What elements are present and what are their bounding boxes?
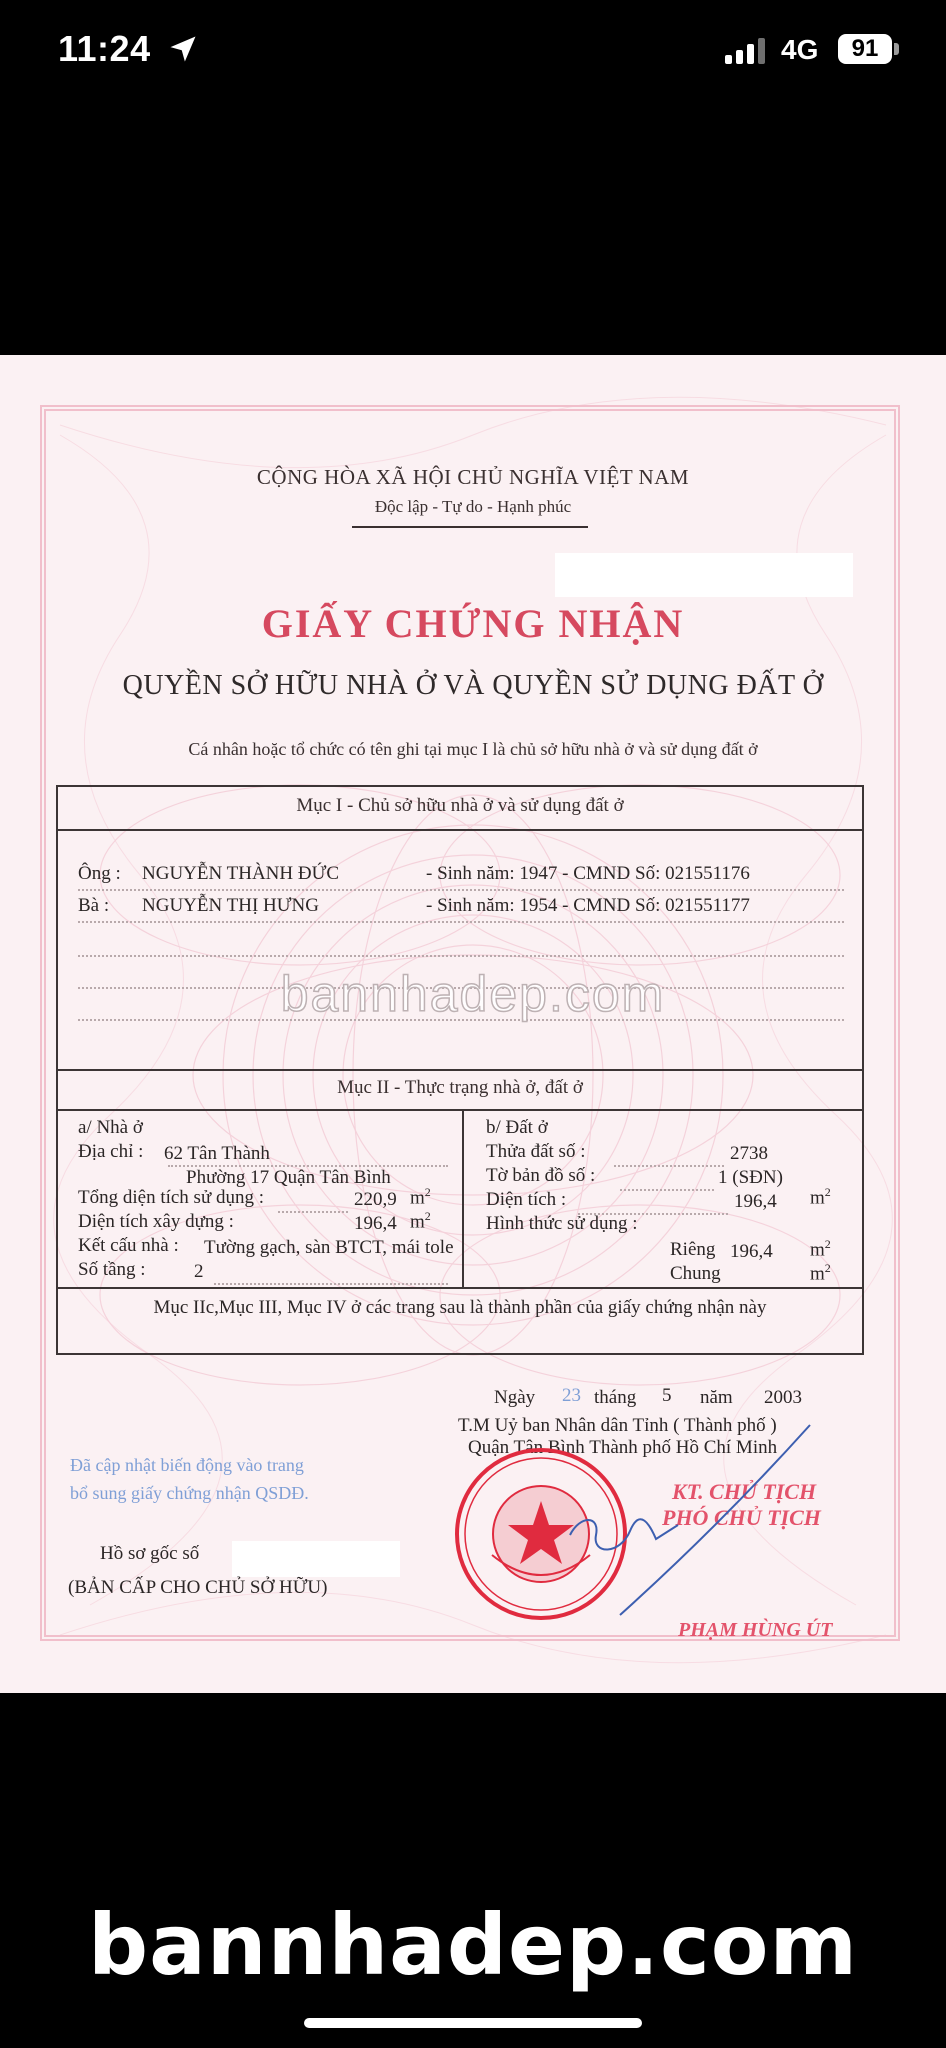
- network-type: 4G: [781, 34, 819, 65]
- private-label: Riêng: [670, 1239, 716, 1260]
- certificate-document: [0, 355, 946, 1693]
- owner-2-prefix: Bà :: [78, 895, 110, 916]
- section-2-title: Mục II - Thực trạng nhà ở, đất ở: [337, 1077, 583, 1098]
- divider: [58, 1109, 862, 1111]
- redaction-box: [232, 1541, 400, 1577]
- house-heading: a/ Nhà ở: [78, 1117, 143, 1138]
- map-sheet-label: Tờ bản đồ số :: [486, 1165, 596, 1186]
- address-line-2: Phường 17 Quận Tân Bình: [186, 1167, 391, 1188]
- signer-role-2: PHÓ CHỦ TỊCH: [662, 1505, 821, 1530]
- owner-1-name: NGUYỄN THÀNH ĐỨC: [142, 863, 339, 884]
- battery-icon: 91: [838, 34, 892, 64]
- motto: Độc lập - Tự do - Hạnh phúc: [374, 497, 572, 516]
- signature-line: [600, 1415, 820, 1625]
- authority-line-2: Quận Tân Bình Thành phố Hồ Chí Minh: [468, 1437, 778, 1458]
- private-unit: $m^2$: [810, 1237, 831, 1261]
- divider: [58, 1287, 862, 1289]
- land-heading: b/ Đất ở: [486, 1117, 548, 1138]
- usage-label: Hình thức sử dụng :: [486, 1213, 638, 1234]
- address-line-1: 62 Tân Thành: [164, 1143, 270, 1164]
- owner-2-info: - Sinh năm: 1954 - CMND Số: 021551177: [426, 895, 750, 916]
- file-number-label: Hồ sơ gốc số: [100, 1543, 200, 1564]
- section-1-title: Mục I - Chủ sở hữu nhà ở và sử dụng đất ở: [296, 795, 624, 816]
- common-label: Chung: [670, 1263, 721, 1284]
- signer-name: PHẠM HÙNG ÚT: [678, 1619, 833, 1641]
- date-year-label: năm: [700, 1387, 733, 1408]
- divider: [58, 829, 862, 831]
- battery-cap: [894, 43, 899, 55]
- floors-label: Số tầng :: [78, 1259, 146, 1280]
- land-area-label: Diện tích :: [486, 1189, 567, 1210]
- update-note-line-1: Đã cập nhật biến động vào trang: [70, 1455, 304, 1475]
- date-year: 2003: [764, 1387, 802, 1408]
- structure-label: Kết cấu nhà :: [78, 1235, 179, 1256]
- country-heading: CỘNG HÒA XÃ HỘI CHỦ NGHĨA VIỆT NAM: [256, 465, 690, 489]
- motto-underline: [352, 526, 588, 528]
- address-label: Địa chỉ :: [78, 1141, 144, 1162]
- status-time: 11:24: [58, 28, 151, 69]
- build-area-unit: $m^2$: [410, 1209, 431, 1233]
- copy-for-owner-label: (BẢN CẤP CHO CHỦ SỞ HỮU): [68, 1577, 328, 1598]
- structure-value: Tường gạch, sàn BTCT, mái tole: [204, 1237, 454, 1258]
- status-bar: [0, 0, 946, 100]
- owner-1-info: - Sinh năm: 1947 - CMND Số: 021551176: [426, 863, 750, 884]
- parcel-value: 2738: [730, 1143, 768, 1164]
- total-area-value: 220,9: [354, 1189, 397, 1210]
- table-footnote: Mục IIc,Mục III, Mục IV ở các trang sau là thành phần của giấy chứng nhận này: [153, 1297, 767, 1318]
- build-area-value: 196,4: [354, 1213, 397, 1234]
- land-area-value: 196,4: [734, 1191, 777, 1212]
- date-day: 23: [562, 1385, 581, 1406]
- authority-line-1: T.M Uỷ ban Nhân dân Tỉnh ( Thành phố ): [458, 1415, 777, 1436]
- column-divider: [462, 1109, 464, 1287]
- date-month-label: tháng: [594, 1387, 637, 1408]
- location-arrow-icon: [168, 34, 198, 64]
- total-area-label: Tổng diện tích sử dụng :: [78, 1187, 265, 1208]
- signer-role-1: KT. CHỦ TỊCH: [672, 1479, 817, 1504]
- owner-1-prefix: Ông :: [78, 863, 121, 884]
- parcel-label: Thửa đất số :: [486, 1141, 586, 1162]
- common-unit: $m^2$: [810, 1261, 831, 1285]
- certificate-subtitle: QUYỀN SỞ HỮU NHÀ Ở VÀ QUYỀN SỬ DỤNG ĐẤT Ở: [122, 670, 824, 701]
- home-indicator[interactable]: [304, 2018, 642, 2028]
- land-area-unit: $m^2$: [810, 1185, 831, 1209]
- date-month: 5: [662, 1385, 672, 1406]
- floors-value: 2: [194, 1261, 204, 1282]
- private-value: 196,4: [730, 1241, 773, 1262]
- build-area-label: Diện tích xây dựng :: [78, 1211, 234, 1232]
- update-note-line-2: bổ sung giấy chứng nhận QSDĐ.: [70, 1483, 309, 1503]
- certificate-title: GIẤY CHỨNG NHẬN: [261, 601, 685, 646]
- certificate-table: [56, 785, 864, 1355]
- total-area-unit: $m^2$: [410, 1185, 431, 1209]
- map-sheet-value: 1 (SĐN): [718, 1167, 783, 1188]
- bottom-watermark: bannhadep.com: [87, 1896, 859, 1994]
- cellular-signal-icon: [725, 38, 769, 64]
- intro-text: Cá nhân hoặc tổ chức có tên ghi tại mục I là chủ sở hữu nhà ở và sử dụng đất ở: [188, 739, 758, 759]
- watermark-text: bannhadep.com: [280, 966, 666, 1022]
- owner-2-name: NGUYỄN THỊ HƯNG: [142, 895, 319, 916]
- date-prefix: Ngày: [494, 1387, 536, 1408]
- redaction-box: [555, 553, 853, 597]
- divider: [58, 1069, 862, 1071]
